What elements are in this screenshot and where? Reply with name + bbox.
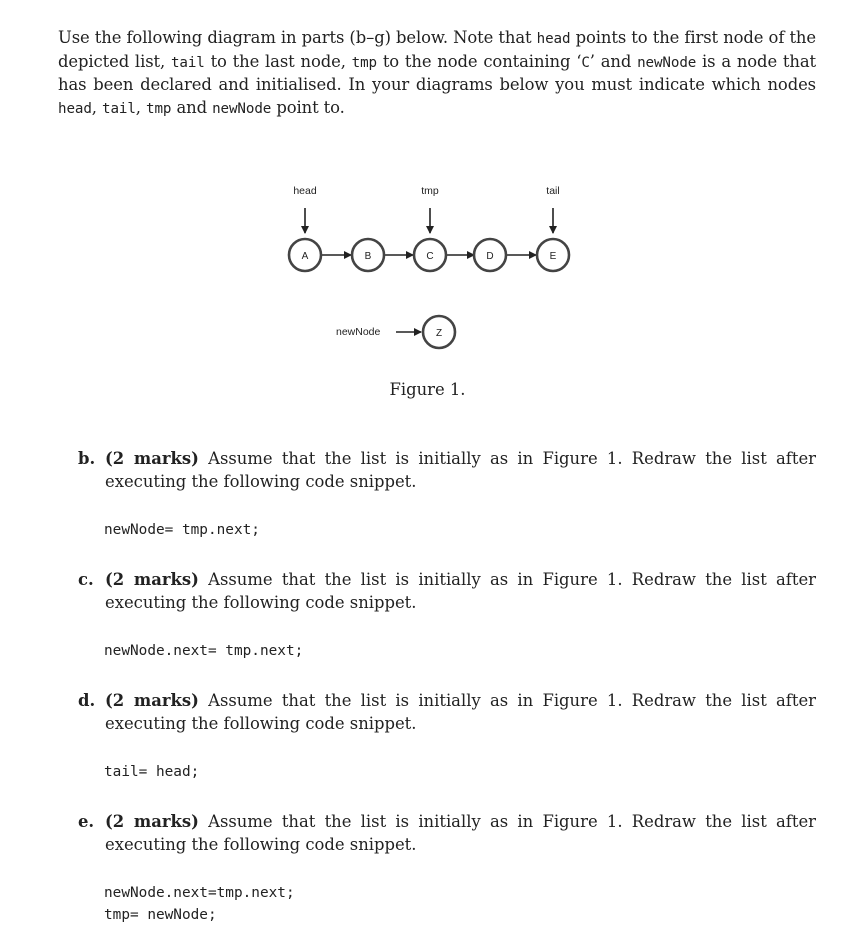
question-label: b.: [78, 449, 96, 468]
code-tmp: tmp: [146, 100, 172, 117]
code-newnode: newNode: [212, 100, 272, 117]
question-marks: (2 marks): [105, 449, 199, 468]
intro-text: to the last node,: [204, 51, 352, 71]
question-marks: (2 marks): [105, 691, 199, 710]
code-tmp: tmp: [351, 54, 377, 71]
intro-text: to the node containing ‘: [376, 51, 582, 71]
node-a-label: A: [301, 251, 309, 262]
node-c-label: C: [426, 251, 434, 262]
pointer-label-newnode: newNode: [336, 326, 381, 338]
code-snippet-e: newNode.next=tmp.next; tmp= newNode;: [104, 885, 295, 923]
code-head: head: [536, 31, 571, 47]
code-tail: tail: [170, 54, 205, 71]
intro-text: point to.: [271, 97, 345, 117]
intro-text: ,: [135, 97, 147, 117]
code-snippet-b: newNode= tmp.next;: [104, 522, 260, 538]
question-label: e.: [78, 812, 95, 831]
intro-text: points to the first node of the depicted list,: [58, 28, 816, 71]
question-body: Assume that the list is initially as in Figure 1. Redraw the list after executing the following code snippet.: [105, 449, 816, 491]
node-e: [537, 239, 569, 271]
question-text: [105, 447, 816, 493]
question-label: d.: [78, 691, 96, 710]
question-label: c.: [78, 570, 94, 589]
intro-text: is a node that has been declared and initialised. In your diagrams below you must indicate which nodes: [58, 51, 816, 94]
intro-text: ’ and: [589, 51, 638, 71]
node-b: [352, 239, 384, 271]
node-a: [289, 239, 321, 271]
node-d: [474, 239, 506, 271]
question-body: Assume that the list is initially as in Figure 1. Redraw the list after executing the following code snippet.: [105, 570, 816, 612]
node-b-label: B: [364, 251, 372, 262]
question-e: [78, 810, 816, 856]
question-marks: (2 marks): [105, 812, 199, 831]
question-text: [105, 689, 816, 735]
intro-text: Use the following diagram in parts (b–g) below. Note that: [58, 28, 537, 47]
question-body: Assume that the list is initially as in Figure 1. Redraw the list after executing the following code snippet.: [105, 812, 816, 854]
code-tail: tail: [102, 100, 136, 117]
question-b: [78, 447, 816, 493]
code-c: C: [581, 54, 590, 71]
node-z-label: Z: [435, 328, 443, 339]
pointer-label-tail: tail: [546, 185, 560, 197]
intro-paragraph: [58, 27, 816, 120]
pointer-label-head: head: [293, 185, 317, 197]
question-body: Assume that the list is initially as in Figure 1. Redraw the list after executing the following code snippet.: [105, 691, 816, 733]
node-z: [423, 316, 455, 348]
node-d-label: D: [486, 251, 494, 262]
code-snippet-d: tail= head;: [104, 764, 200, 780]
question-c: [78, 568, 816, 614]
code-head: head: [58, 100, 92, 117]
figure-caption: Figure 1.: [389, 380, 466, 399]
intro-text: and: [171, 97, 213, 117]
question-text: [105, 810, 816, 856]
question-d: [78, 689, 816, 735]
node-c: [414, 239, 446, 271]
question-text: [105, 568, 816, 614]
code-snippet-c: newNode.next= tmp.next;: [104, 643, 304, 659]
question-marks: (2 marks): [105, 570, 199, 589]
pointer-label-tmp: tmp: [421, 185, 439, 197]
linked-list-diagram: [0, 170, 855, 370]
node-e-label: E: [549, 251, 557, 262]
code-newnode: newNode: [637, 54, 697, 71]
intro-text: ,: [91, 97, 103, 117]
